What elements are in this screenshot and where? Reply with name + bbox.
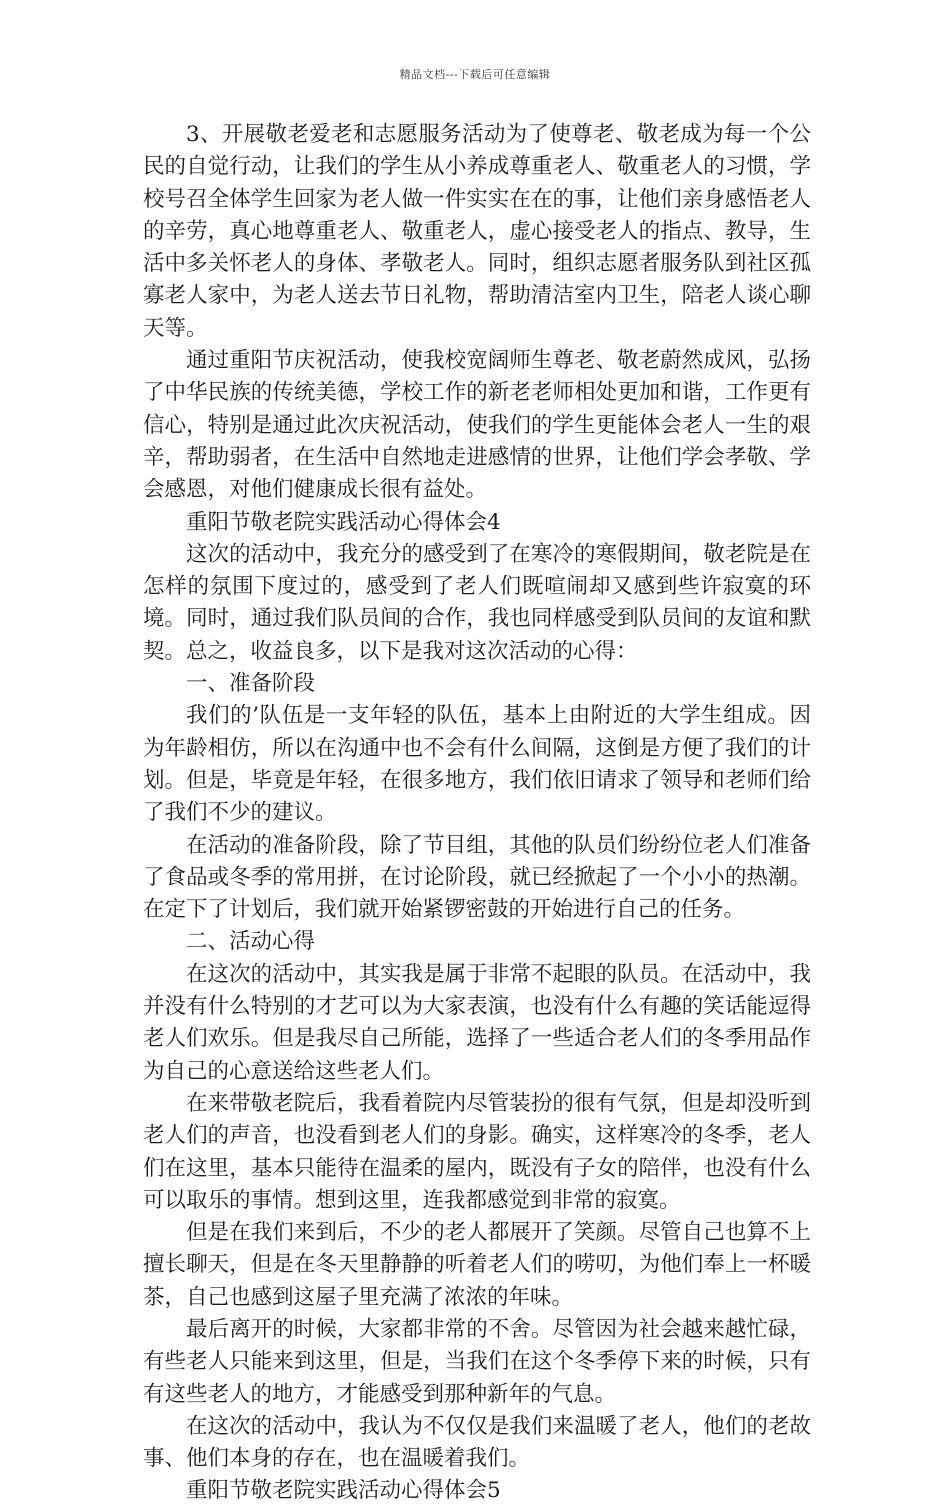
paragraph-team: 我们的’队伍是一支年轻的队伍，基本上由附近的大学生组成。因为年龄相仿，所以在沟通中也不会有什么间隔，这倒是方便了我们的计划。但是，毕竟是年轻，在很多地方，我们依旧请求了领导和老师们给了我们不少的建议。 — [143, 703, 811, 826]
paragraph-experience-3: 但是在我们来到后，不少的老人都展开了笑颜。尽管自己也算不上擅长聊天，但是在冬天里静静的听着老人们的唠叨，为他们奉上一杯暖茶，自己也感到这屋子里充满了浓浓的年味。 — [143, 1220, 811, 1310]
paragraph-summary: 通过重阳节庆祝活动，使我校宽阔师生尊老、敬老蔚然成风，弘扬了中华民族的传统美德，学校工作的新老老师相处更加和谐，工作更有信心，特别是通过此次庆祝活动，使我们的学生更能体会老人一生的艰辛，帮助弱者，在生活中自然地走进感情的世界，让他们学会孝敬、学会感恩，对他们健康成长很有益处。 — [143, 348, 811, 503]
paragraph-experience-4: 最后离开的时候，大家都非常的不舍。尽管因为社会越来越忙碌，有些老人只能来到这里，但是，当我们在这个冬季停下来的时候，只有有这些老人的地方，才能感受到那种新年的气息。 — [143, 1316, 811, 1407]
paragraph-intro: 这次的活动中，我充分的感受到了在寒冷的寒假期间，敬老院是在怎样的氛围下度过的，感受到了老人们既喧闹却又感到些许寂寞的环境。同时，通过我们队员间的合作，我也同样感受到队员间的友谊和默契。总之，收益良多，以下是我对这次活动的心得： — [143, 541, 811, 664]
paragraph-experience-2: 在来带敬老院后，我看着院内尽管装扮的很有气氛，但是却没听到老人们的声音，也没看到老人们的身影。确实，这样寒冷的冬季，老人们在这里，基本只能待在温柔的屋内，既没有子女的陪伴，也没有什么可以取乐的事情。想到这里，连我都感觉到非常的寂寞。 — [143, 1090, 811, 1213]
section-title-4: 重阳节敬老院实践活动心得体会4 — [186, 509, 501, 535]
paragraph-activity-3: 3、开展敬老爱老和志愿服务活动为了使尊老、敬老成为每一个公民的自觉行动，让我们的学生从小养成尊重老人、敬重老人的习惯，学校号召全体学生回家为老人做一件实实在在的事，让他们亲身感悟老人的辛劳，真心地尊重老人、敬重老人，虚心接受老人的指点、教导，生活中多关怀老人的身体、孝敬老人。同时，组织志愿者服务队到社区孤寡老人家中，为老人送去节日礼物，帮助清洁室内卫生，陪老人谈心聊天等。 — [143, 122, 811, 341]
heading-experience: 二、活动心得 — [186, 929, 316, 955]
paragraph-preparation: 在活动的准备阶段，除了节目组，其他的队员们纷纷位老人们准备了食品或冬季的常用拼，在讨论阶段，就已经掀起了一个小小的热潮。在定下了计划后，我们就开始紧锣密鼓的开始进行自己的任务。 — [143, 832, 811, 923]
page-header: 精品文档---下载后可任意编辑 — [399, 68, 551, 81]
heading-preparation: 一、准备阶段 — [186, 671, 316, 697]
document-body — [143, 119, 811, 1508]
paragraph-experience-5: 在这次的活动中，我认为不仅仅是我们来温暖了老人，他们的老故事、他们本身的存在，也在温暖着我们。 — [143, 1413, 811, 1472]
paragraph-experience-1: 在这次的活动中，其实我是属于非常不起眼的队员。在活动中，我并没有什么特别的才艺可以为大家表演，也没有什么有趣的笑话能逗得老人们欢乐。但是我尽自己所能，选择了一些适合老人们的冬季用品作为自己的心意送给这些老人们。 — [143, 961, 811, 1084]
section-title-5: 重阳节敬老院实践活动心得体会5 — [186, 1478, 501, 1504]
